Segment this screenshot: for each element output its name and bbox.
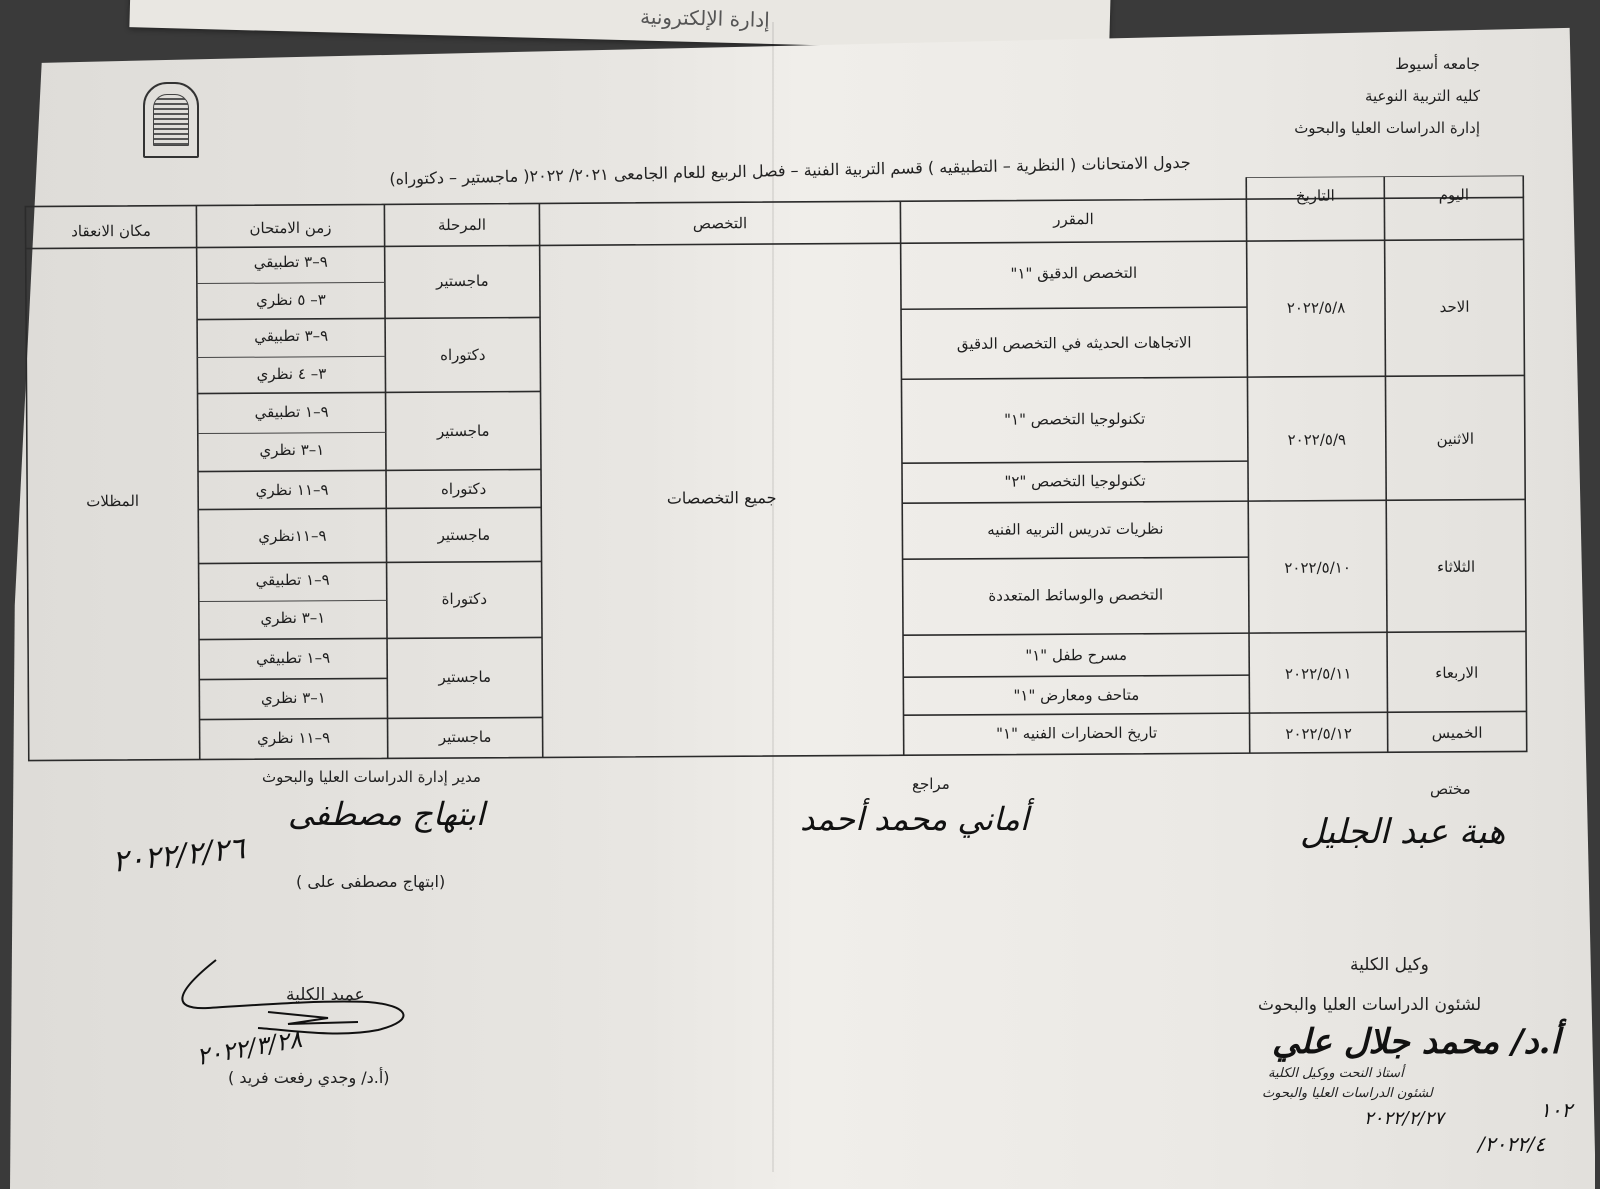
stage-cell: ماجستير [437,525,491,545]
vice-dean-label: وكيل الكلية [1350,955,1429,975]
course-cell: نظريات تدريس التربيه الفنيه [987,519,1164,539]
vice-dean-stamp-line2: لشئون الدراسات العليا والبحوث [1262,1086,1433,1101]
time-cell: ٩–١١ نظري [255,480,329,500]
stage-cell: ماجستير [438,727,492,747]
specialist-label: مختص [1430,780,1471,798]
vice-dean-title: لشئون الدراسات العليا والبحوث [1258,995,1482,1015]
day-cell: الثلاثاء [1437,557,1476,576]
course-cell: تكنولوجيا التخصص "٢" [1004,471,1146,491]
faculty-name: كليه التربية النوعية [1364,87,1480,105]
background-sheet-text: إدارة الإلكترونية [639,4,771,32]
date-cell: ٢٠٢٢/٥/١٠ [1284,558,1351,577]
page-mark: ١٠٢ [1540,1098,1573,1122]
header-date: التاريخ [1295,186,1335,205]
vice-dean-stamp-line1: أستاذ النحت ووكيل الكلية [1268,1066,1404,1081]
date-cell: ٢٠٢٢/٥/١١ [1284,664,1352,683]
director-date: ٢٠٢٢/٢/٢٦ [110,831,247,880]
specialist-signature: هبة عبد الجليل [1300,812,1506,852]
course-cell: تكنولوجيا التخصص "١" [1004,409,1146,429]
header-day: اليوم [1438,185,1470,204]
exam-schedule-table [24,175,1530,762]
stage-cell: ماجستير [438,667,492,687]
stage-cell: ماجستير [435,271,489,291]
course-cell: مسرح طفل "١" [1025,645,1128,665]
course-cell: التخصص الدقيق "١" [1010,263,1138,283]
header-course: المقرر [1053,210,1094,229]
day-cell: الاثنين [1436,429,1475,448]
venue-cell: المظلات [86,491,140,511]
institution-header [1294,48,1480,144]
stage-cell: ماجستير [436,421,490,441]
time-cell: ٩–١ تطبيقي [256,648,331,668]
vice-dean-signature: أ.د/ محمد جلال علي [1272,1022,1560,1062]
header-exam-time: زمن الامتحان [249,218,332,238]
university-logo-icon [143,82,199,158]
date-cell: ٢٠٢٢/٥/١٢ [1285,724,1352,743]
specialization-cell: جميع التخصصات [666,488,777,508]
page-date: ٢٠٢٢/٤/ [1478,1132,1546,1156]
dean-date: ٢٠٢٢/٣/٢٨ [194,1024,305,1072]
header-venue: مكان الانعقاد [71,221,151,241]
time-cell: ٩–٣ تطبيقي [254,326,329,346]
director-signature: ابتهاج مصطفى [288,795,485,833]
day-cell: الاحد [1439,297,1470,316]
course-cell: الاتجاهات الحديثه في التخصص الدقيق [956,333,1192,353]
header-specialization: التخصص [692,214,748,233]
time-cell: ١–٣ نظري [259,440,325,460]
time-cell: ٩–١ تطبيقي [254,402,329,422]
time-cell: ١–٣ نظري [260,688,326,708]
course-cell: تاريخ الحضارات الفنيه "١" [996,723,1158,743]
time-cell: ٩–٣ تطبيقي [253,252,328,272]
reviewer-label: مراجع [912,775,950,793]
reviewer-signature: أماني محمد أحمد [800,800,1029,838]
time-cell: ٣– ٤ نظري [256,364,327,384]
vice-dean-date: ٢٠٢٢/٢/٢٧ [1364,1108,1444,1129]
header-stage: المرحلة [437,215,487,235]
time-cell: ٩–١١ نظري [257,728,331,748]
department-name: إدارة الدراسات العليا والبحوث [1294,119,1480,137]
stage-cell: دكتوراة [441,589,488,609]
director-label: مدير إدارة الدراسات العليا والبحوث [262,768,481,786]
course-cell: التخصص والوسائط المتعددة [988,585,1164,605]
dean-name: (أ.د/ وجدي رفعت فريد ) [228,1068,390,1087]
time-cell: ٩–١ تطبيقي [255,570,330,590]
date-cell: ٢٠٢٢/٥/٨ [1286,298,1346,317]
dean-label: عميد الكلية [286,985,365,1005]
director-name: (ابتهاج مصطفى على ) [296,872,446,891]
date-cell: ٢٠٢٢/٥/٩ [1287,430,1347,449]
stage-cell: دكتوراه [440,479,487,499]
university-name: جامعه أسيوط [1395,55,1480,73]
title-line: جدول الامتحانات ( النظرية – التطبيقيه ) قسم التربية الفنية – فصل الربيع للعام الجامعى ٢٠٢١/ ٢٠٢٢( ماجستير – دكتوراه) [389,152,1191,189]
stage-cell: دكتوراه [440,345,486,365]
course-cell: متاحف ومعارض "١" [1013,685,1140,705]
day-cell: الخميس [1431,723,1483,743]
time-cell: ٣– ٥ نظري [256,290,326,310]
time-cell: ١–٣ نظري [260,608,326,628]
day-cell: الاربعاء [1435,663,1479,682]
time-cell: ٩–١١نظري [258,526,327,546]
